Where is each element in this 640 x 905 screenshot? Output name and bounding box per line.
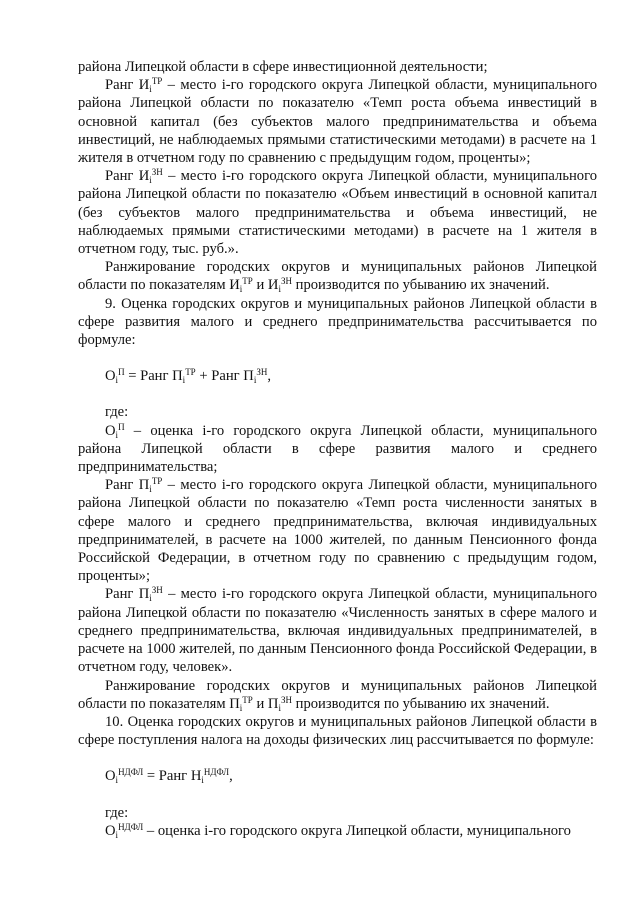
- superscript: НДФЛ: [118, 821, 144, 832]
- paragraph: [78, 58, 597, 76]
- superscript: П: [118, 367, 125, 378]
- superscript: НДФЛ: [203, 767, 230, 778]
- paragraph: [78, 822, 597, 840]
- text-run: – место i-го городского округа Липецкой области, муниципального района Липецкой области по показателю «Темп роста численности занятых в сфере малого и среднего предпринимательства, включая индивидуальных предпринимателей, в расчете на 1000 жителей, по данным Пенсионного фонда Российской Федерации, в отчетном году по сравнению с предыдущим годом, проценты»;: [78, 477, 598, 585]
- text-run: – место i-го городского округа Липецкой области, муниципального района Липецкой области по показателю «Темп роста объема инвестиций в основной капитал (без субъектов малого предпринимательства и объема инвестиций, не наблюдаемых прямыми статистическими методами) в расчете на 1 жителя в отчетном году по сравнению с предыдущим годом, проценты»;: [78, 77, 598, 167]
- text-run: ,: [229, 768, 233, 785]
- text-run: Ранг П: [105, 586, 150, 603]
- text-run: – оценка i-го городского округа Липецкой области, муниципального: [143, 822, 571, 839]
- superscript: ЗН: [280, 276, 292, 287]
- subscript: i: [278, 284, 281, 295]
- text-run: – оценка i-го городского округа Липецкой области, муниципального района Липецкой области в сфере развития малого и среднего предпринимательства;: [78, 422, 597, 476]
- subscript: i: [115, 775, 119, 786]
- paragraph: [78, 585, 597, 676]
- text-run: Ранг И: [105, 77, 150, 94]
- text-run: + Ранг П: [195, 368, 254, 385]
- text-run: Ранг П: [105, 477, 150, 494]
- paragraph: [78, 713, 597, 749]
- subscript: i: [149, 593, 152, 604]
- subscript: i: [115, 375, 119, 386]
- text-run: производится по убыванию их значений.: [292, 277, 550, 294]
- text-run: и П: [252, 695, 279, 712]
- paragraph: [78, 295, 597, 350]
- paragraph: [78, 258, 597, 294]
- paragraph: [78, 476, 597, 585]
- subscript: i: [239, 284, 243, 295]
- text-run: = Ранг Н: [143, 768, 202, 785]
- paragraph: [78, 167, 597, 258]
- paragraph: [78, 422, 597, 477]
- blank-line: [78, 749, 597, 767]
- text-run: Ранжирование городских округов и муниципальных районов Липецкой области по показателям И: [78, 259, 597, 294]
- superscript: ЗН: [151, 167, 163, 178]
- text-run: О: [105, 822, 116, 839]
- text-run: – место i-го городского округа Липецкой области, муниципального района Липецкой области по показателю «Объем инвестиций в основной капитал (без субъектов малого предпринимательства и объема инвестиций, не наблюдаемых прямыми статистическими методами) в расчете на 1 жителя в отчетном году, тыс. руб.».: [78, 168, 597, 258]
- superscript: ТР: [151, 76, 163, 87]
- superscript: ЗН: [151, 585, 163, 596]
- text-run: где:: [105, 404, 129, 421]
- text-run: где:: [105, 804, 129, 821]
- superscript: ЗН: [256, 367, 268, 378]
- formula: [78, 767, 597, 785]
- text-run: 10. Оценка городских округов и муниципальных районов Липецкой области в сфере поступления налога на доходы физических лиц рассчитывается по формуле:: [78, 713, 597, 749]
- superscript: ЗН: [280, 694, 292, 705]
- text-run: – место i-го городского округа Липецкой области, муниципального района Липецкой области по показателю «Численность занятых в сфере малого и среднего предпринимательства, включая индивидуальных предпринимателей, в расчете на 1000 жителей, по данным Пенсионного фонда Российской Федерации, в отчетном году, человек».: [78, 586, 597, 676]
- text-run: О: [105, 422, 116, 439]
- superscript: ТР: [242, 276, 253, 287]
- subscript: i: [149, 484, 152, 495]
- subscript: i: [115, 829, 119, 840]
- formula: [78, 367, 597, 385]
- subscript: i: [149, 84, 152, 95]
- text-run: Ранжирование городских округов и муниципальных районов Липецкой области по показателям П: [78, 677, 597, 712]
- subscript: i: [239, 702, 243, 713]
- superscript: ТР: [185, 367, 196, 378]
- blank-line: [78, 786, 597, 804]
- text-run: ,: [267, 368, 271, 385]
- subscript: i: [278, 702, 281, 713]
- paragraph: [78, 677, 597, 713]
- superscript: ТР: [151, 476, 163, 487]
- subscript: i: [253, 375, 257, 386]
- text-run: 9. Оценка городских округов и муниципальных районов Липецкой области в сфере развития малого и среднего предпринимательства рассчитывается по формуле:: [78, 295, 597, 349]
- superscript: П: [118, 421, 125, 432]
- text-run: Ранг И: [105, 168, 150, 185]
- subscript: i: [149, 175, 152, 186]
- text-run: = Ранг П: [124, 368, 183, 385]
- superscript: НДФЛ: [118, 767, 144, 778]
- superscript: ТР: [242, 694, 253, 705]
- subscript: i: [182, 375, 186, 386]
- text-run: района Липецкой области в сфере инвестиционной деятельности;: [78, 59, 488, 75]
- paragraph: [78, 403, 597, 421]
- subscript: i: [201, 775, 204, 786]
- blank-line: [78, 349, 597, 367]
- blank-line: [78, 385, 597, 403]
- text-run: О: [105, 768, 116, 785]
- text-run: производится по убыванию их значений.: [292, 695, 550, 712]
- text-run: и И: [252, 277, 279, 294]
- paragraph: [78, 76, 597, 167]
- text-run: О: [105, 368, 116, 385]
- paragraph: [78, 804, 597, 822]
- subscript: i: [115, 429, 119, 440]
